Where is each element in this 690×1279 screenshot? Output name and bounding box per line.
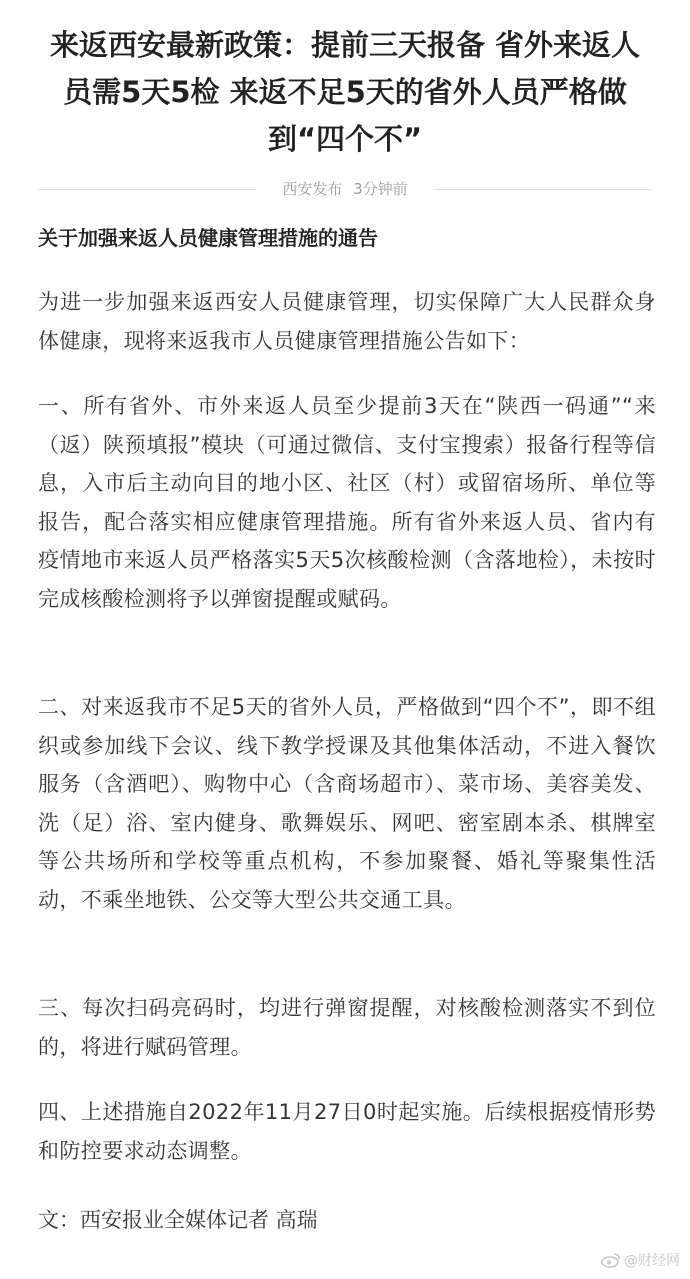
weibo-icon — [601, 1252, 621, 1268]
paragraph-item-1: 一、所有省外、市外来返人员至少提前3天在“陕西一码通”“来（返）陕预填报”模块（可通过微信、支付宝搜索）报备行程等信息，入市后主动向目的地小区、社区（村）或留宿场所、单位等报告，配合落实相应健康管理措施。所有省外来返人员、省内有疫情地市来返人员严格落实5天5次核酸检测（含落地检），未按时完成核酸检测将予以弹窗提醒或赋码。 — [38, 394, 656, 611]
paragraph-item-3: 三、每次扫码亮码时，均进行弹窗提醒，对核酸检测落实不到位的，将进行赋码管理。 — [38, 996, 656, 1059]
article-meta — [38, 176, 652, 202]
paragraph-intro: 为进一步加强来返西安人员健康管理，切实保障广大人民群众身体健康，现将来返我市人员健康管理措施公告如下： — [38, 290, 656, 353]
article-title: 来返西安最新政策：提前三天报备 省外来返人员需5天5检 来返不足5天的省外人员严格做到“四个不” — [49, 28, 641, 156]
watermark-text: @财经网 — [624, 1253, 680, 1269]
notice-heading: 关于加强来返人员健康管理措施的通告 — [38, 226, 378, 250]
source-label[interactable]: 西安发布 — [282, 180, 343, 198]
publish-time: 3分钟前 — [353, 180, 408, 198]
watermark — [601, 1249, 680, 1271]
byline: 文：西安报业全媒体记者 高瑞 — [38, 1208, 318, 1232]
paragraph-item-2: 二、对来返我市不足5天的省外人员，严格做到“四个不”，即不组织或参加线下会议、线下教学授课及其他集体活动，不进入餐饮服务（含酒吧）、购物中心（含商场超市）、菜市场、美容美发、洗（足）浴、室内健身、歌舞娱乐、网吧、密室剧本杀、棋牌室等公共场所和学校等重点机构，不参加聚餐、婚礼等聚集性活动，不乘坐地铁、公交等大型公共交通工具。 — [38, 695, 656, 912]
divider-right — [434, 189, 652, 190]
paragraph-item-4: 四、上述措施自2022年11月27日0时起实施。后续根据疫情形势和防控要求动态调整。 — [38, 1100, 656, 1163]
